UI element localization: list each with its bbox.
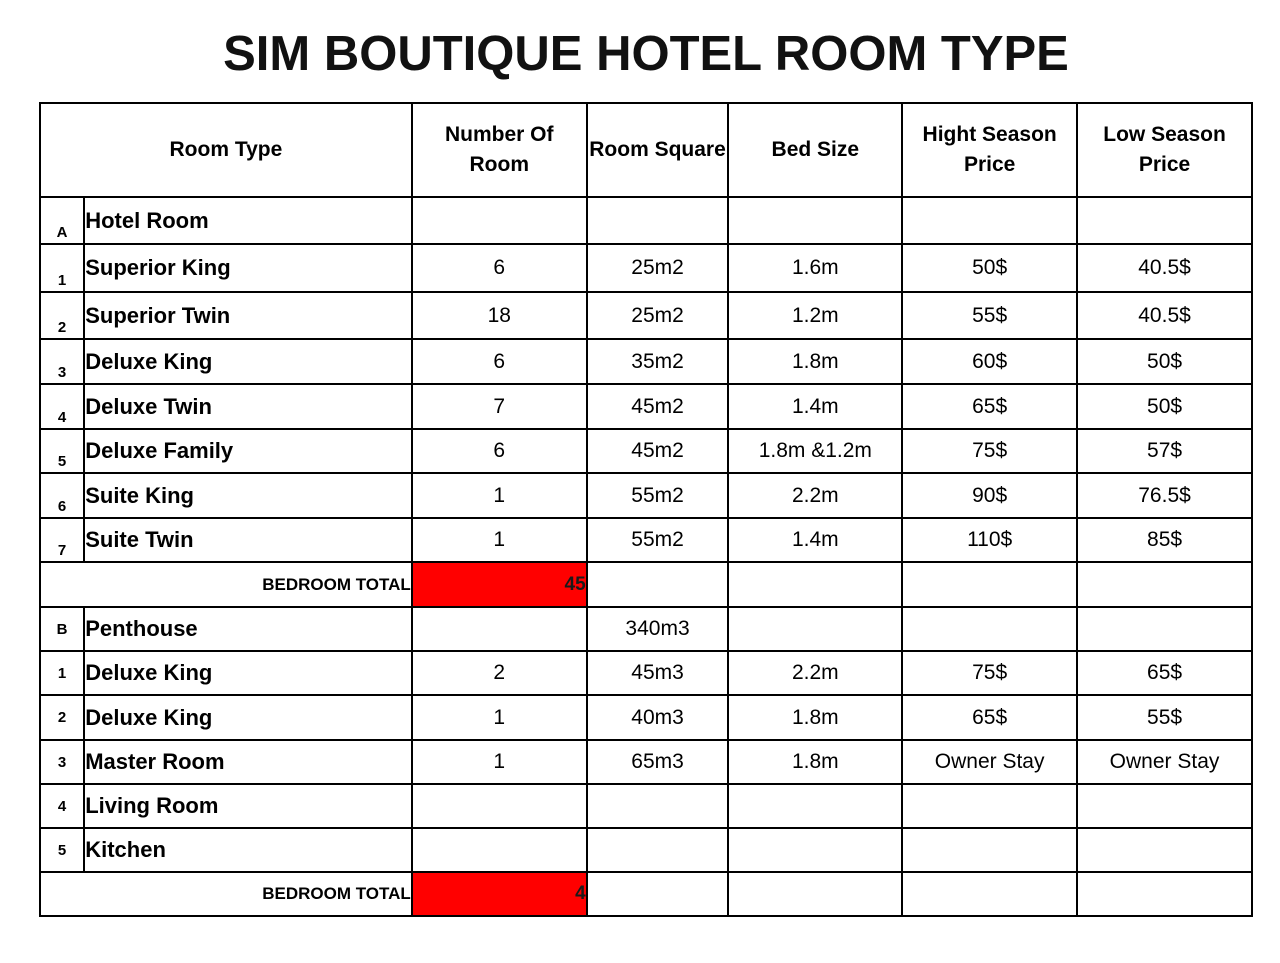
table-row <box>40 740 1252 784</box>
section-low <box>1077 197 1252 244</box>
header-low-season-price: Low Season Price <box>1077 103 1252 197</box>
room-count <box>412 828 587 872</box>
high-season-price: 75$ <box>902 651 1077 695</box>
table-row <box>40 651 1252 695</box>
bed-size <box>728 828 902 872</box>
total-row <box>40 872 1252 916</box>
section-row <box>40 607 1252 651</box>
row-index: 2 <box>40 695 84 740</box>
table-row <box>40 244 1252 292</box>
room-name: Kitchen <box>84 828 412 872</box>
high-season-price: 55$ <box>902 292 1077 339</box>
low-season-price <box>1077 828 1252 872</box>
room-count: 6 <box>412 244 587 292</box>
low-season-price <box>1077 784 1252 828</box>
bed-size: 2.2m <box>728 473 902 518</box>
bed-size <box>728 784 902 828</box>
table-row <box>40 473 1252 518</box>
room-square: 55m2 <box>587 518 729 562</box>
bed-size: 1.2m <box>728 292 902 339</box>
room-square: 45m2 <box>587 429 729 473</box>
room-count: 6 <box>412 429 587 473</box>
header-room-square: Room Square <box>587 103 729 197</box>
section-count <box>412 607 587 651</box>
bed-size: 1.6m <box>728 244 902 292</box>
high-season-price <box>902 784 1077 828</box>
room-square: 25m2 <box>587 292 729 339</box>
low-season-price: 40.5$ <box>1077 292 1252 339</box>
row-index: 7 <box>40 518 84 562</box>
room-count: 7 <box>412 384 587 429</box>
row-index: 3 <box>40 740 84 784</box>
bedroom-total-label: BEDROOM TOTAL <box>40 562 412 607</box>
header-number-of-room: Number Of Room <box>412 103 587 197</box>
bed-size: 1.8m <box>728 695 902 740</box>
row-index: 4 <box>40 784 84 828</box>
section-name: Penthouse <box>84 607 412 651</box>
high-season-price <box>902 828 1077 872</box>
table-row <box>40 339 1252 384</box>
total-empty-cell <box>902 872 1077 916</box>
room-name: Superior King <box>84 244 412 292</box>
room-square <box>587 784 729 828</box>
room-name: Deluxe King <box>84 651 412 695</box>
low-season-price: 50$ <box>1077 384 1252 429</box>
section-name: Hotel Room <box>84 197 412 244</box>
high-season-price: 50$ <box>902 244 1077 292</box>
low-season-price: 85$ <box>1077 518 1252 562</box>
total-empty-cell <box>587 872 729 916</box>
room-square: 45m2 <box>587 384 729 429</box>
room-count: 2 <box>412 651 587 695</box>
room-count: 1 <box>412 473 587 518</box>
row-index: 4 <box>40 384 84 429</box>
total-empty-cell <box>1077 562 1252 607</box>
table-row <box>40 384 1252 429</box>
bedroom-total-label: BEDROOM TOTAL <box>40 872 412 916</box>
room-name: Master Room <box>84 740 412 784</box>
section-low <box>1077 607 1252 651</box>
row-index: 5 <box>40 828 84 872</box>
low-season-price: 50$ <box>1077 339 1252 384</box>
total-empty-cell <box>1077 872 1252 916</box>
row-index: 2 <box>40 292 84 339</box>
low-season-price: 57$ <box>1077 429 1252 473</box>
table-row <box>40 828 1252 872</box>
row-index: 1 <box>40 651 84 695</box>
room-square: 25m2 <box>587 244 729 292</box>
section-high <box>902 197 1077 244</box>
row-index: 5 <box>40 429 84 473</box>
high-season-price: 90$ <box>902 473 1077 518</box>
room-name: Deluxe Family <box>84 429 412 473</box>
low-season-price: 76.5$ <box>1077 473 1252 518</box>
total-empty-cell <box>728 872 902 916</box>
high-season-price: 65$ <box>902 695 1077 740</box>
room-type-table <box>39 102 1253 917</box>
low-season-price: 55$ <box>1077 695 1252 740</box>
high-season-price: Owner Stay <box>902 740 1077 784</box>
table-row <box>40 784 1252 828</box>
header-room-type: Room Type <box>40 103 412 197</box>
section-row <box>40 197 1252 244</box>
table-row <box>40 292 1252 339</box>
room-count: 1 <box>412 740 587 784</box>
low-season-price: 40.5$ <box>1077 244 1252 292</box>
section-square <box>587 197 729 244</box>
section-index: A <box>40 197 84 244</box>
high-season-price: 75$ <box>902 429 1077 473</box>
page-title: SIM BOUTIQUE HOTEL ROOM TYPE <box>223 27 1069 81</box>
section-count <box>412 197 587 244</box>
row-index: 6 <box>40 473 84 518</box>
room-name: Living Room <box>84 784 412 828</box>
high-season-price: 65$ <box>902 384 1077 429</box>
high-season-price: 110$ <box>902 518 1077 562</box>
bed-size: 2.2m <box>728 651 902 695</box>
header-bed-size: Bed Size <box>728 103 902 197</box>
total-row <box>40 562 1252 607</box>
room-name: Superior Twin <box>84 292 412 339</box>
total-empty-cell <box>587 562 729 607</box>
bedroom-total-value: 4 <box>412 872 587 916</box>
room-square: 65m3 <box>587 740 729 784</box>
total-empty-cell <box>728 562 902 607</box>
table-row <box>40 695 1252 740</box>
room-name: Deluxe Twin <box>84 384 412 429</box>
section-bed <box>728 197 902 244</box>
room-name: Suite Twin <box>84 518 412 562</box>
section-index: B <box>40 607 84 651</box>
room-square <box>587 828 729 872</box>
room-count <box>412 784 587 828</box>
room-count: 6 <box>412 339 587 384</box>
section-square: 340m3 <box>587 607 729 651</box>
bed-size: 1.8m &1.2m <box>728 429 902 473</box>
header-row <box>40 103 1252 197</box>
room-square: 55m2 <box>587 473 729 518</box>
high-season-price: 60$ <box>902 339 1077 384</box>
header-high-season-price: Hight Season Price <box>902 103 1077 197</box>
bed-size: 1.4m <box>728 518 902 562</box>
bed-size: 1.4m <box>728 384 902 429</box>
total-empty-cell <box>902 562 1077 607</box>
room-count: 18 <box>412 292 587 339</box>
row-index: 3 <box>40 339 84 384</box>
bed-size: 1.8m <box>728 339 902 384</box>
room-square: 35m2 <box>587 339 729 384</box>
room-square: 45m3 <box>587 651 729 695</box>
section-high <box>902 607 1077 651</box>
room-square: 40m3 <box>587 695 729 740</box>
bed-size: 1.8m <box>728 740 902 784</box>
room-name: Deluxe King <box>84 339 412 384</box>
room-count: 1 <box>412 695 587 740</box>
room-name: Suite King <box>84 473 412 518</box>
low-season-price: 65$ <box>1077 651 1252 695</box>
section-bed <box>728 607 902 651</box>
low-season-price: Owner Stay <box>1077 740 1252 784</box>
room-name: Deluxe King <box>84 695 412 740</box>
table-row <box>40 429 1252 473</box>
table-row <box>40 518 1252 562</box>
room-count: 1 <box>412 518 587 562</box>
bedroom-total-value: 45 <box>412 562 587 607</box>
row-index: 1 <box>40 244 84 292</box>
